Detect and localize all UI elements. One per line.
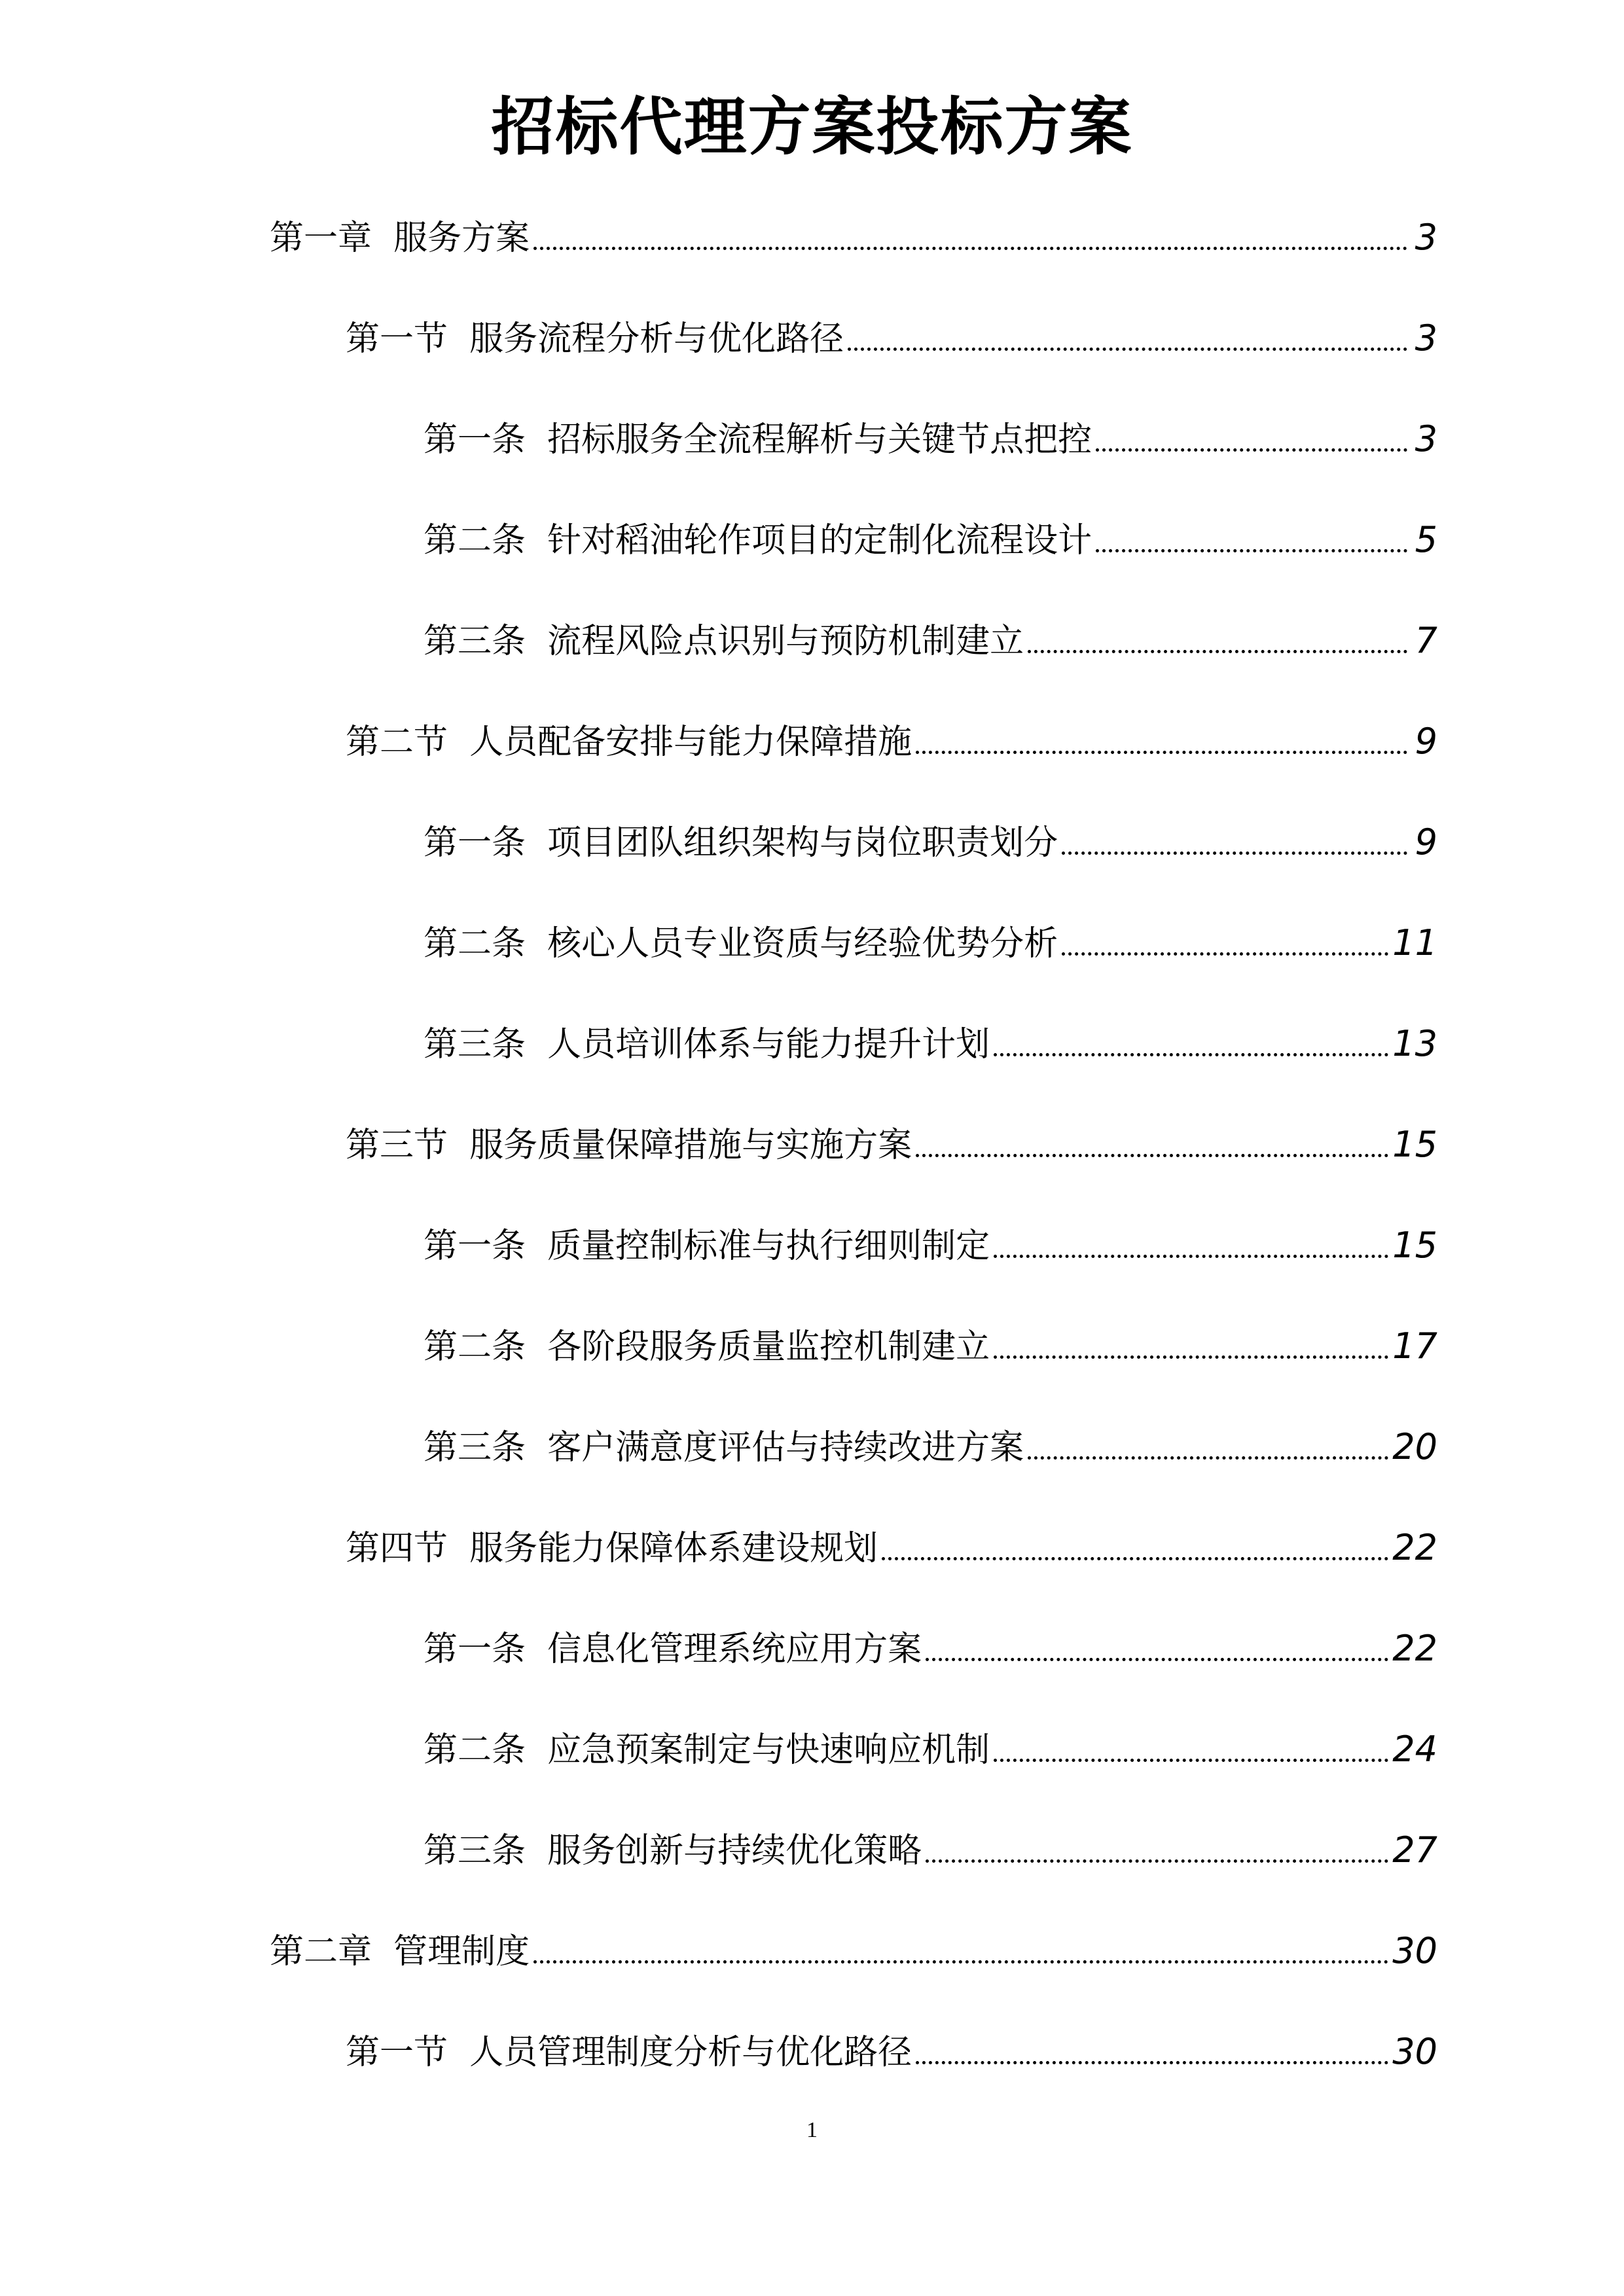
toc-entry-page: 9 — [1415, 821, 1437, 863]
toc-entry-number: 第一节 — [346, 2033, 470, 2072]
toc-entry-page: 22 — [1392, 1527, 1437, 1568]
toc-entry-page: 20 — [1392, 1426, 1437, 1467]
document-title: 招标代理方案投标方案 — [491, 90, 1133, 164]
toc-entry[interactable] — [424, 1715, 1437, 1770]
toc-entry-label: 服务质量保障措施与实施方案 — [469, 1126, 912, 1165]
toc-entry[interactable] — [424, 808, 1437, 863]
toc-entry-page: 3 — [1415, 317, 1437, 359]
toc-entry[interactable] — [424, 505, 1437, 558]
toc-entry-page: 24 — [1392, 1729, 1437, 1770]
toc-entry-page: 30 — [1392, 2031, 1437, 2072]
dot-leader — [848, 347, 1407, 351]
toc-entry-page: 30 — [1392, 1930, 1437, 1971]
toc-entry-number: 第一章 — [270, 219, 394, 258]
toc-entry-label: 管理制度 — [393, 1932, 530, 1971]
dot-leader — [916, 1153, 1388, 1157]
toc-entry-label: 客户满意度评估与持续改进方案 — [547, 1428, 1024, 1467]
toc-entry-page: 13 — [1392, 1023, 1437, 1064]
toc-entry[interactable] — [270, 1916, 1437, 1969]
dot-leader — [1062, 851, 1407, 855]
toc-entry-number: 第二条 — [424, 1327, 548, 1367]
dot-leader — [994, 1052, 1388, 1056]
toc-entry[interactable] — [424, 1312, 1437, 1367]
toc-entry[interactable] — [424, 1009, 1437, 1062]
toc-entry-number: 第一条 — [424, 823, 548, 863]
toc-entry-label: 项目团队组织架构与岗位职责划分 — [547, 823, 1058, 863]
toc-entry[interactable] — [346, 1513, 1437, 1566]
toc-entry-page: 15 — [1392, 1225, 1437, 1266]
toc-entry-number: 第二章 — [270, 1932, 394, 1971]
toc-entry[interactable] — [424, 908, 1437, 961]
toc-entry-page: 9 — [1415, 721, 1437, 762]
toc-entry-number: 第三条 — [424, 1428, 548, 1467]
toc-entry-label: 招标服务全流程解析与关键节点把控 — [547, 420, 1092, 459]
toc-entry[interactable] — [424, 404, 1437, 457]
toc-entry-number: 第二条 — [424, 1731, 548, 1770]
toc-entry-label: 质量控制标准与执行细则制定 — [547, 1227, 990, 1266]
toc-entry-page: 3 — [1415, 217, 1437, 258]
toc-entry-label: 人员培训体系与能力提升计划 — [547, 1025, 990, 1064]
toc-entry-label: 服务流程分析与优化路径 — [469, 319, 844, 359]
page-number: 1 — [806, 2118, 818, 2142]
toc-entry-page: 7 — [1415, 620, 1437, 661]
toc-entry-number: 第一节 — [346, 319, 470, 359]
dot-leader — [882, 1556, 1388, 1560]
toc-entry[interactable] — [346, 2017, 1437, 2070]
toc-entry[interactable] — [424, 1614, 1437, 1669]
toc-entry-page: 27 — [1392, 1829, 1437, 1871]
dot-leader — [926, 1657, 1388, 1661]
dot-leader — [994, 1758, 1388, 1762]
toc-entry-label: 信息化管理系统应用方案 — [547, 1630, 922, 1669]
dot-leader — [1096, 448, 1407, 452]
toc-entry-number: 第三条 — [424, 1831, 548, 1871]
toc-entry[interactable] — [424, 1211, 1437, 1266]
toc-entry-page: 17 — [1392, 1325, 1437, 1367]
dot-leader — [994, 1254, 1388, 1258]
toc-entry-number: 第二节 — [346, 723, 470, 762]
toc-entry-label: 各阶段服务质量监控机制建立 — [547, 1327, 990, 1367]
toc-entry-number: 第三条 — [424, 622, 548, 661]
toc-entry-page: 3 — [1415, 418, 1437, 459]
toc-entry-number: 第二条 — [424, 924, 548, 963]
dot-leader — [1028, 1456, 1388, 1460]
toc-entry-number: 第三条 — [424, 1025, 548, 1064]
toc-entry-label: 核心人员专业资质与经验优势分析 — [547, 924, 1058, 963]
dot-leader — [1062, 952, 1388, 956]
toc-entry-label: 应急预案制定与快速响应机制 — [547, 1731, 990, 1770]
toc-entry-label: 服务创新与持续优化策略 — [547, 1831, 922, 1871]
toc-entry-number: 第一条 — [424, 420, 548, 459]
toc-entry-page: 11 — [1392, 922, 1437, 963]
toc-entry-label: 针对稻油轮作项目的定制化流程设计 — [547, 521, 1092, 560]
toc-entry-label: 服务能力保障体系建设规划 — [469, 1529, 878, 1568]
toc-entry-number: 第一条 — [424, 1227, 548, 1266]
dot-leader — [994, 1355, 1388, 1359]
toc-entry[interactable] — [346, 304, 1437, 359]
dot-leader — [916, 750, 1407, 754]
toc-entry[interactable] — [424, 1412, 1437, 1465]
dot-leader — [533, 1960, 1388, 1964]
toc-entry-label: 人员管理制度分析与优化路径 — [469, 2033, 912, 2072]
toc-entry-number: 第二条 — [424, 521, 548, 560]
toc-entry-page: 22 — [1392, 1628, 1437, 1669]
dot-leader — [1028, 649, 1407, 653]
toc-entry-number: 第一条 — [424, 1630, 548, 1669]
dot-leader — [916, 2060, 1388, 2064]
toc-entry-label: 服务方案 — [393, 219, 530, 258]
dot-leader — [926, 1859, 1388, 1863]
toc-entry[interactable] — [270, 203, 1437, 258]
toc-entry[interactable] — [424, 1816, 1437, 1871]
toc-entry-page: 15 — [1392, 1124, 1437, 1165]
dot-leader — [1096, 548, 1407, 552]
toc-entry-page: 5 — [1415, 519, 1437, 560]
toc-entry[interactable] — [346, 1110, 1437, 1165]
toc-entry[interactable] — [424, 606, 1437, 661]
toc-entry[interactable] — [346, 707, 1437, 762]
toc-entry-number: 第三节 — [346, 1126, 470, 1165]
toc-entry-label: 流程风险点识别与预防机制建立 — [547, 622, 1024, 661]
toc-entry-number: 第四节 — [346, 1529, 470, 1568]
toc-entry-label: 人员配备安排与能力保障措施 — [469, 723, 912, 762]
dot-leader — [533, 246, 1407, 250]
